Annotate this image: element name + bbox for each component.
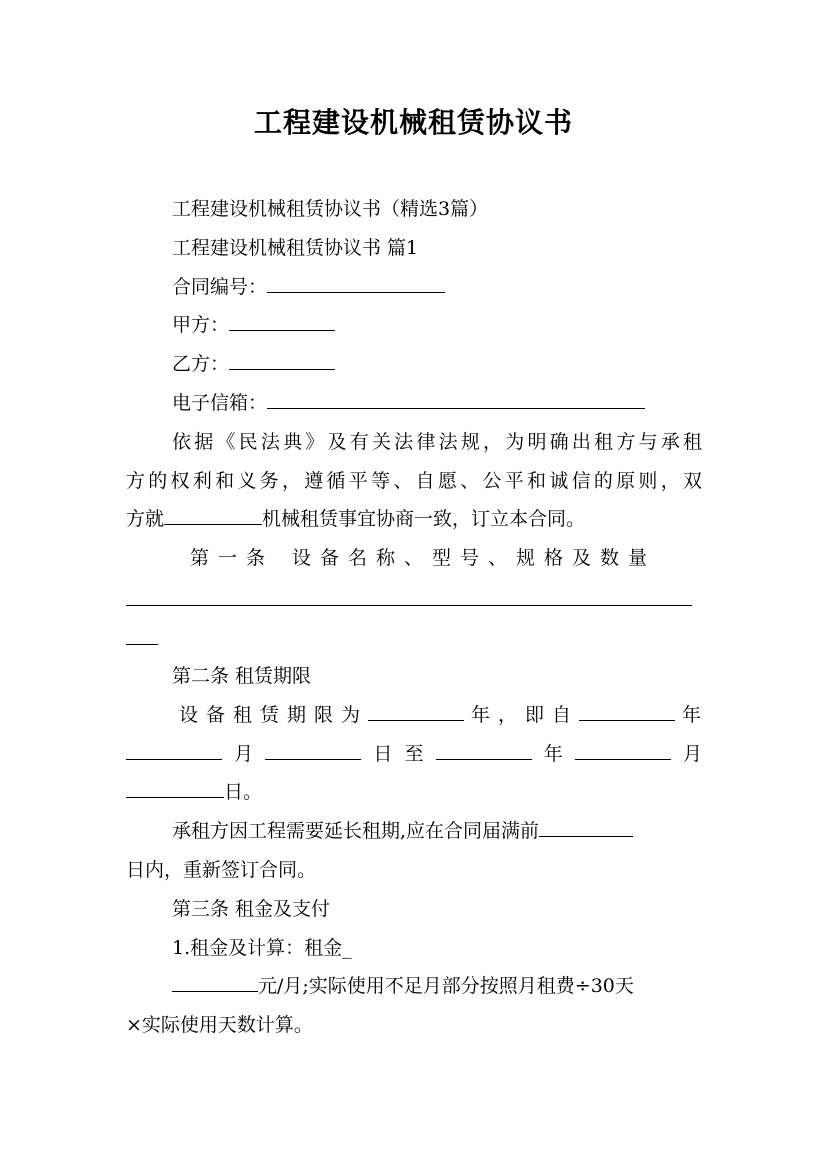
machinery-blank[interactable] [164, 505, 262, 525]
article-3-heading: 第三条 租金及支付 [172, 897, 331, 920]
rent-item-1-cont-2: ×实际使用天数计算。 [126, 1014, 313, 1037]
rent-calc-text: 元/月;实际使用不足月部分按照月租费÷30天 [258, 975, 634, 998]
preamble-line-2: 方的权利和义务，遵循平等、自愿、公平和诚信的原则，双 [126, 469, 702, 492]
lease-dates-row [126, 735, 702, 774]
end-month-unit: 月 [670, 742, 702, 765]
end-month-blank[interactable] [575, 740, 671, 760]
to-label: 至 [404, 742, 436, 765]
rent-item-1: 1.租金及计算：租金_ [172, 936, 352, 959]
end-day-unit: 日。 [224, 781, 263, 804]
equipment-blank-line[interactable] [126, 578, 692, 606]
extension-row-2: 日内，重新签订合同。 [126, 858, 317, 881]
intro-line: 工程建设机械租赁协议书（精选3篇） [172, 198, 489, 220]
article-2-heading: 第二条 租赁期限 [172, 664, 312, 687]
article-1-number: 第一条 [190, 547, 275, 570]
email-row [126, 384, 702, 423]
party-a-blank[interactable] [229, 311, 335, 331]
party-b-row [126, 345, 702, 384]
start-day-blank[interactable] [265, 740, 361, 760]
contract-number-label: 合同编号： [172, 275, 268, 298]
lease-year-unit: 年， [463, 703, 525, 726]
lease-from-label: 即自 [524, 703, 579, 726]
preamble-text-a: 方就 [126, 508, 165, 531]
extension-days-blank[interactable] [539, 817, 633, 837]
end-year-blank[interactable] [436, 740, 532, 760]
monthly-rent-blank[interactable] [172, 972, 258, 992]
rent-item-1-cont [126, 967, 702, 1006]
lease-years-blank[interactable] [368, 701, 464, 721]
start-year-blank[interactable] [579, 701, 675, 721]
contract-number-row [126, 268, 702, 307]
section-heading: 工程建设机械租赁协议书 篇1 [172, 236, 419, 259]
end-year-unit: 年 [531, 742, 575, 765]
article-1-heading [126, 539, 702, 578]
document-body [126, 190, 702, 1045]
email-label: 电子信箱： [172, 391, 268, 414]
lease-end-day-row [126, 773, 702, 812]
party-a-row [126, 306, 702, 345]
start-month-blank[interactable] [126, 740, 222, 760]
start-year-unit: 年 [674, 703, 702, 726]
lease-period-row [126, 696, 702, 735]
start-month-unit: 月 [222, 742, 266, 765]
preamble-line-1: 依据《民法典》及有关法律法规，为明确出租方与承租 [172, 430, 702, 453]
lease-period-label: 设备租赁期限为 [179, 703, 368, 726]
preamble-text-b: 机械租赁事宜协商一致，订立本合同。 [262, 508, 586, 531]
start-day-unit: 日 [361, 742, 405, 765]
article-1-title: 设备名称、型号、规格及数量 [292, 547, 657, 570]
document-title: 工程建设机械租赁协议书 [253, 106, 573, 139]
preamble-line-3 [126, 500, 702, 539]
equipment-blank-line-end[interactable] [126, 617, 158, 645]
end-day-blank[interactable] [126, 778, 224, 798]
contract-number-blank[interactable] [267, 273, 445, 293]
extension-text: 承租方因工程需要延长租期,应在合同届满前 [172, 820, 540, 843]
party-a-label: 甲方： [172, 314, 230, 337]
email-blank[interactable] [267, 389, 645, 409]
party-b-blank[interactable] [229, 350, 335, 370]
extension-row [126, 812, 702, 851]
party-b-label: 乙方： [172, 353, 230, 376]
